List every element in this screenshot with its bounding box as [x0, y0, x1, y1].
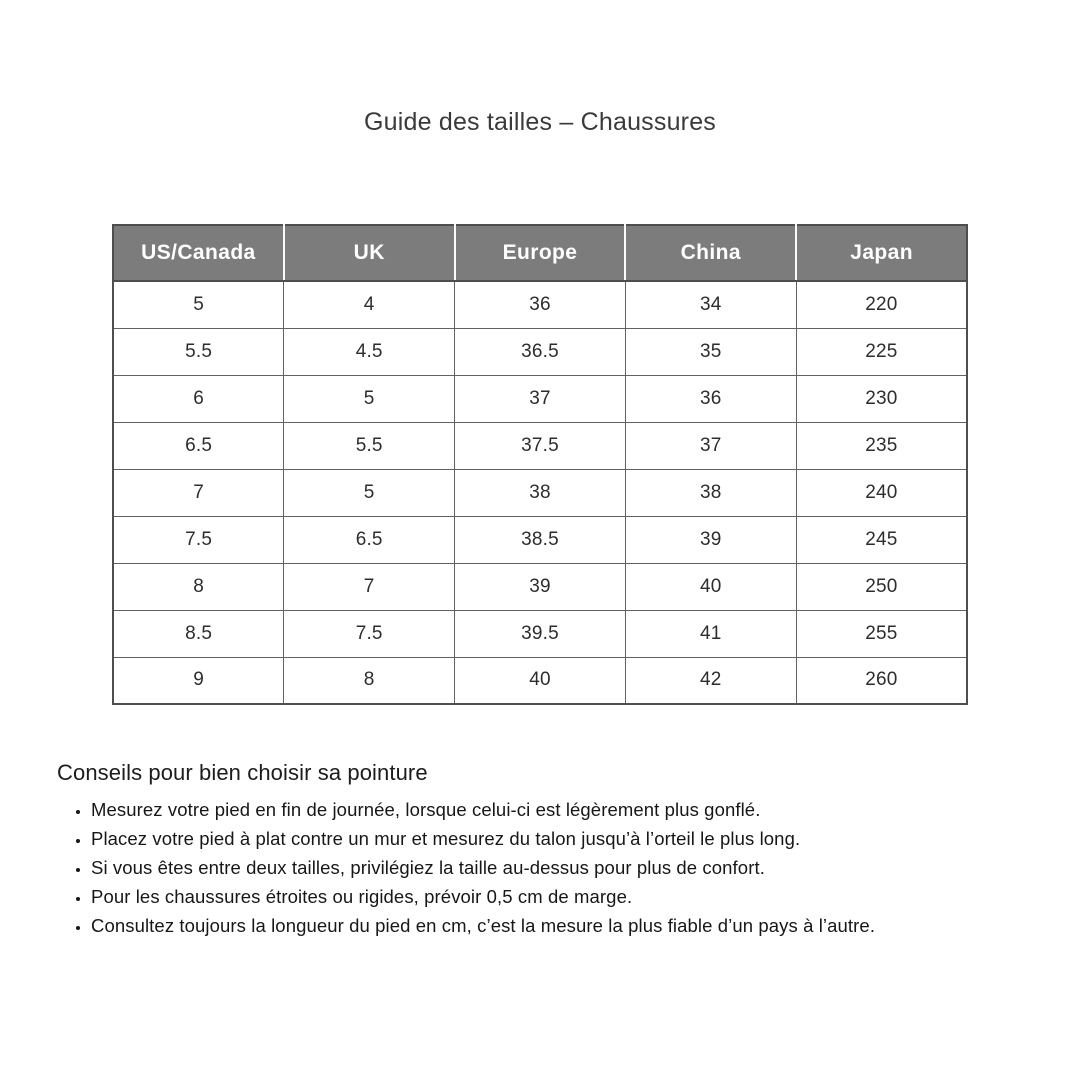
- size-cell: 220: [796, 281, 967, 328]
- size-cell: 8: [284, 657, 455, 704]
- size-cell: 5: [284, 469, 455, 516]
- size-cell: 41: [625, 610, 796, 657]
- table-header: [113, 225, 967, 281]
- size-guide-table: [112, 224, 968, 705]
- table-header-row: [113, 225, 967, 281]
- size-cell: 40: [455, 657, 626, 704]
- size-cell: 40: [625, 563, 796, 610]
- size-cell: 7.5: [284, 610, 455, 657]
- size-cell: 35: [625, 328, 796, 375]
- col-header-uk: UK: [284, 225, 455, 281]
- tip-item: • Si vous êtes entre deux tailles, privilégiez la taille au-dessus pour plus de confort.: [91, 853, 1037, 882]
- size-cell: 34: [625, 281, 796, 328]
- size-cell: 255: [796, 610, 967, 657]
- tips-list: [57, 795, 1037, 940]
- size-cell: 260: [796, 657, 967, 704]
- size-cell: 42: [625, 657, 796, 704]
- size-cell: 9: [113, 657, 284, 704]
- size-cell: 7: [113, 469, 284, 516]
- table-row: [113, 610, 967, 657]
- size-cell: 5: [284, 375, 455, 422]
- col-header-us-canada: US/Canada: [113, 225, 284, 281]
- size-cell: 38: [455, 469, 626, 516]
- size-cell: 235: [796, 422, 967, 469]
- table-row: [113, 422, 967, 469]
- table-row: [113, 563, 967, 610]
- size-cell: 230: [796, 375, 967, 422]
- size-cell: 5.5: [284, 422, 455, 469]
- size-cell: 7.5: [113, 516, 284, 563]
- size-cell: 36: [625, 375, 796, 422]
- size-cell: 6.5: [284, 516, 455, 563]
- size-cell: 39: [625, 516, 796, 563]
- size-cell: 5: [113, 281, 284, 328]
- table-body: [113, 281, 967, 704]
- col-header-europe: Europe: [455, 225, 626, 281]
- table-row: [113, 657, 967, 704]
- tip-item: • Pour les chaussures étroites ou rigides, prévoir 0,5 cm de marge.: [91, 882, 1037, 911]
- size-cell: 37: [625, 422, 796, 469]
- col-header-china: China: [625, 225, 796, 281]
- table-row: [113, 516, 967, 563]
- size-cell: 7: [284, 563, 455, 610]
- size-cell: 39.5: [455, 610, 626, 657]
- tips-heading: Conseils pour bien choisir sa pointure: [57, 760, 428, 785]
- size-cell: 8.5: [113, 610, 284, 657]
- tip-item: • Consultez toujours la longueur du pied en cm, c’est la mesure la plus fiable d’un pays à l’autre.: [91, 911, 1037, 940]
- tip-item: • Placez votre pied à plat contre un mur et mesurez du talon jusqu’à l’orteil le plus long.: [91, 824, 1037, 853]
- size-cell: 245: [796, 516, 967, 563]
- size-cell: 38: [625, 469, 796, 516]
- col-header-japan: Japan: [796, 225, 967, 281]
- table-row: [113, 469, 967, 516]
- size-cell: 250: [796, 563, 967, 610]
- size-cell: 5.5: [113, 328, 284, 375]
- size-cell: 36: [455, 281, 626, 328]
- tips-section: [57, 760, 1037, 940]
- size-cell: 37: [455, 375, 626, 422]
- size-cell: 8: [113, 563, 284, 610]
- size-cell: 37.5: [455, 422, 626, 469]
- table-row: [113, 281, 967, 328]
- size-cell: 4.5: [284, 328, 455, 375]
- size-cell: 4: [284, 281, 455, 328]
- size-cell: 6: [113, 375, 284, 422]
- size-cell: 36.5: [455, 328, 626, 375]
- table-row: [113, 375, 967, 422]
- size-cell: 38.5: [455, 516, 626, 563]
- tip-item: • Mesurez votre pied en fin de journée, lorsque celui-ci est légèrement plus gonflé.: [91, 795, 1037, 824]
- size-cell: 225: [796, 328, 967, 375]
- page-title: Guide des tailles – Chaussures: [363, 108, 717, 136]
- size-cell: 6.5: [113, 422, 284, 469]
- table-row: [113, 328, 967, 375]
- size-cell: 39: [455, 563, 626, 610]
- size-cell: 240: [796, 469, 967, 516]
